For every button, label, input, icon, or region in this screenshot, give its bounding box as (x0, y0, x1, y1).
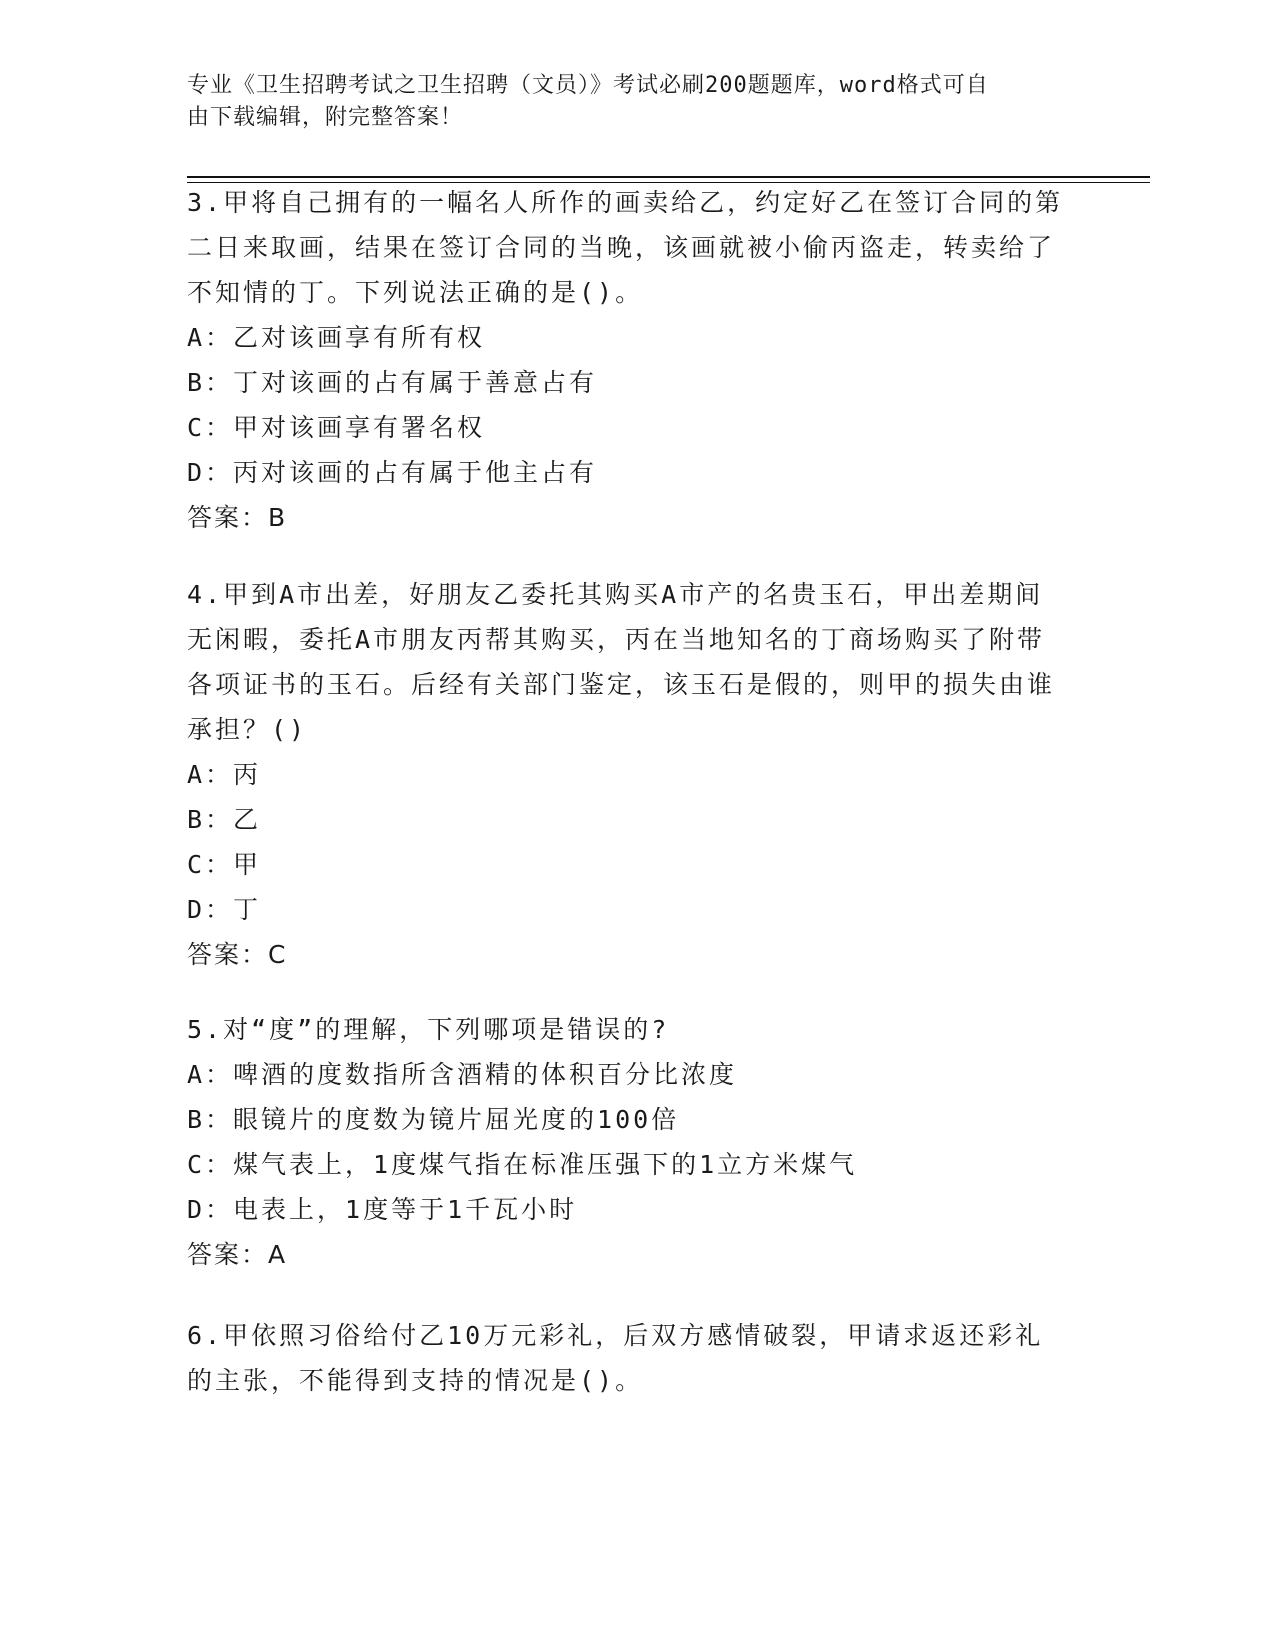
answer-line: 答案：A (187, 1240, 288, 1269)
question-5 (187, 1007, 1067, 1277)
question-4 (187, 572, 1067, 977)
option-a: A：丙 (187, 760, 262, 789)
option-c: C：甲对该画享有署名权 (187, 413, 486, 442)
question-stem: 5.对“度”的理解，下列哪项是错误的? (187, 1015, 670, 1044)
option-d: D：丙对该画的占有属于他主占有 (187, 458, 598, 487)
option-b: B：眼镜片的度数为镜片屈光度的100倍 (187, 1105, 680, 1134)
option-a: A：乙对该画享有所有权 (187, 323, 486, 352)
option-c: C：煤气表上，1度煤气指在标准压强下的1立方米煤气 (187, 1150, 858, 1179)
answer-line: 答案：C (187, 940, 288, 969)
option-c: C：甲 (187, 850, 262, 879)
question-3 (187, 180, 1067, 540)
question-6 (187, 1313, 1067, 1403)
option-d: D：丁 (187, 895, 262, 924)
document-header (187, 70, 1067, 134)
question-stem: 3.甲将自己拥有的一幅名人所作的画卖给乙，约定好乙在签订合同的第二日来取画，结果在签订合同的当晚，该画就被小偷丙盗走，转卖给了不知情的丁。下列说法正确的是()。 (187, 188, 1064, 307)
option-a: A：啤酒的度数指所含酒精的体积百分比浓度 (187, 1060, 738, 1089)
option-b: B：乙 (187, 805, 262, 834)
header-line-1: 专业《卫生招聘考试之卫生招聘（文员）》考试必刷200题题库，word格式可自 (187, 73, 989, 98)
option-d: D：电表上，1度等于1千瓦小时 (187, 1195, 578, 1224)
header-line-2: 由下载编辑，附完整答案！ (187, 105, 464, 130)
option-b: B：丁对该画的占有属于善意占有 (187, 368, 598, 397)
header-divider-thick (187, 176, 1150, 178)
answer-line: 答案：B (187, 503, 288, 532)
question-stem: 6.甲依照习俗给付乙10万元彩礼，后双方感情破裂，甲请求返还彩礼的主张，不能得到支持的情况是()。 (187, 1321, 1044, 1395)
question-stem: 4.甲到A市出差，好朋友乙委托其购买A市产的名贵玉石，甲出差期间无闲暇，委托A市朋友丙帮其购买，丙在当地知名的丁商场购买了附带各项证书的玉石。后经有关部门鉴定，该玉石是假的，则甲的损失由谁承担？() (187, 580, 1056, 744)
